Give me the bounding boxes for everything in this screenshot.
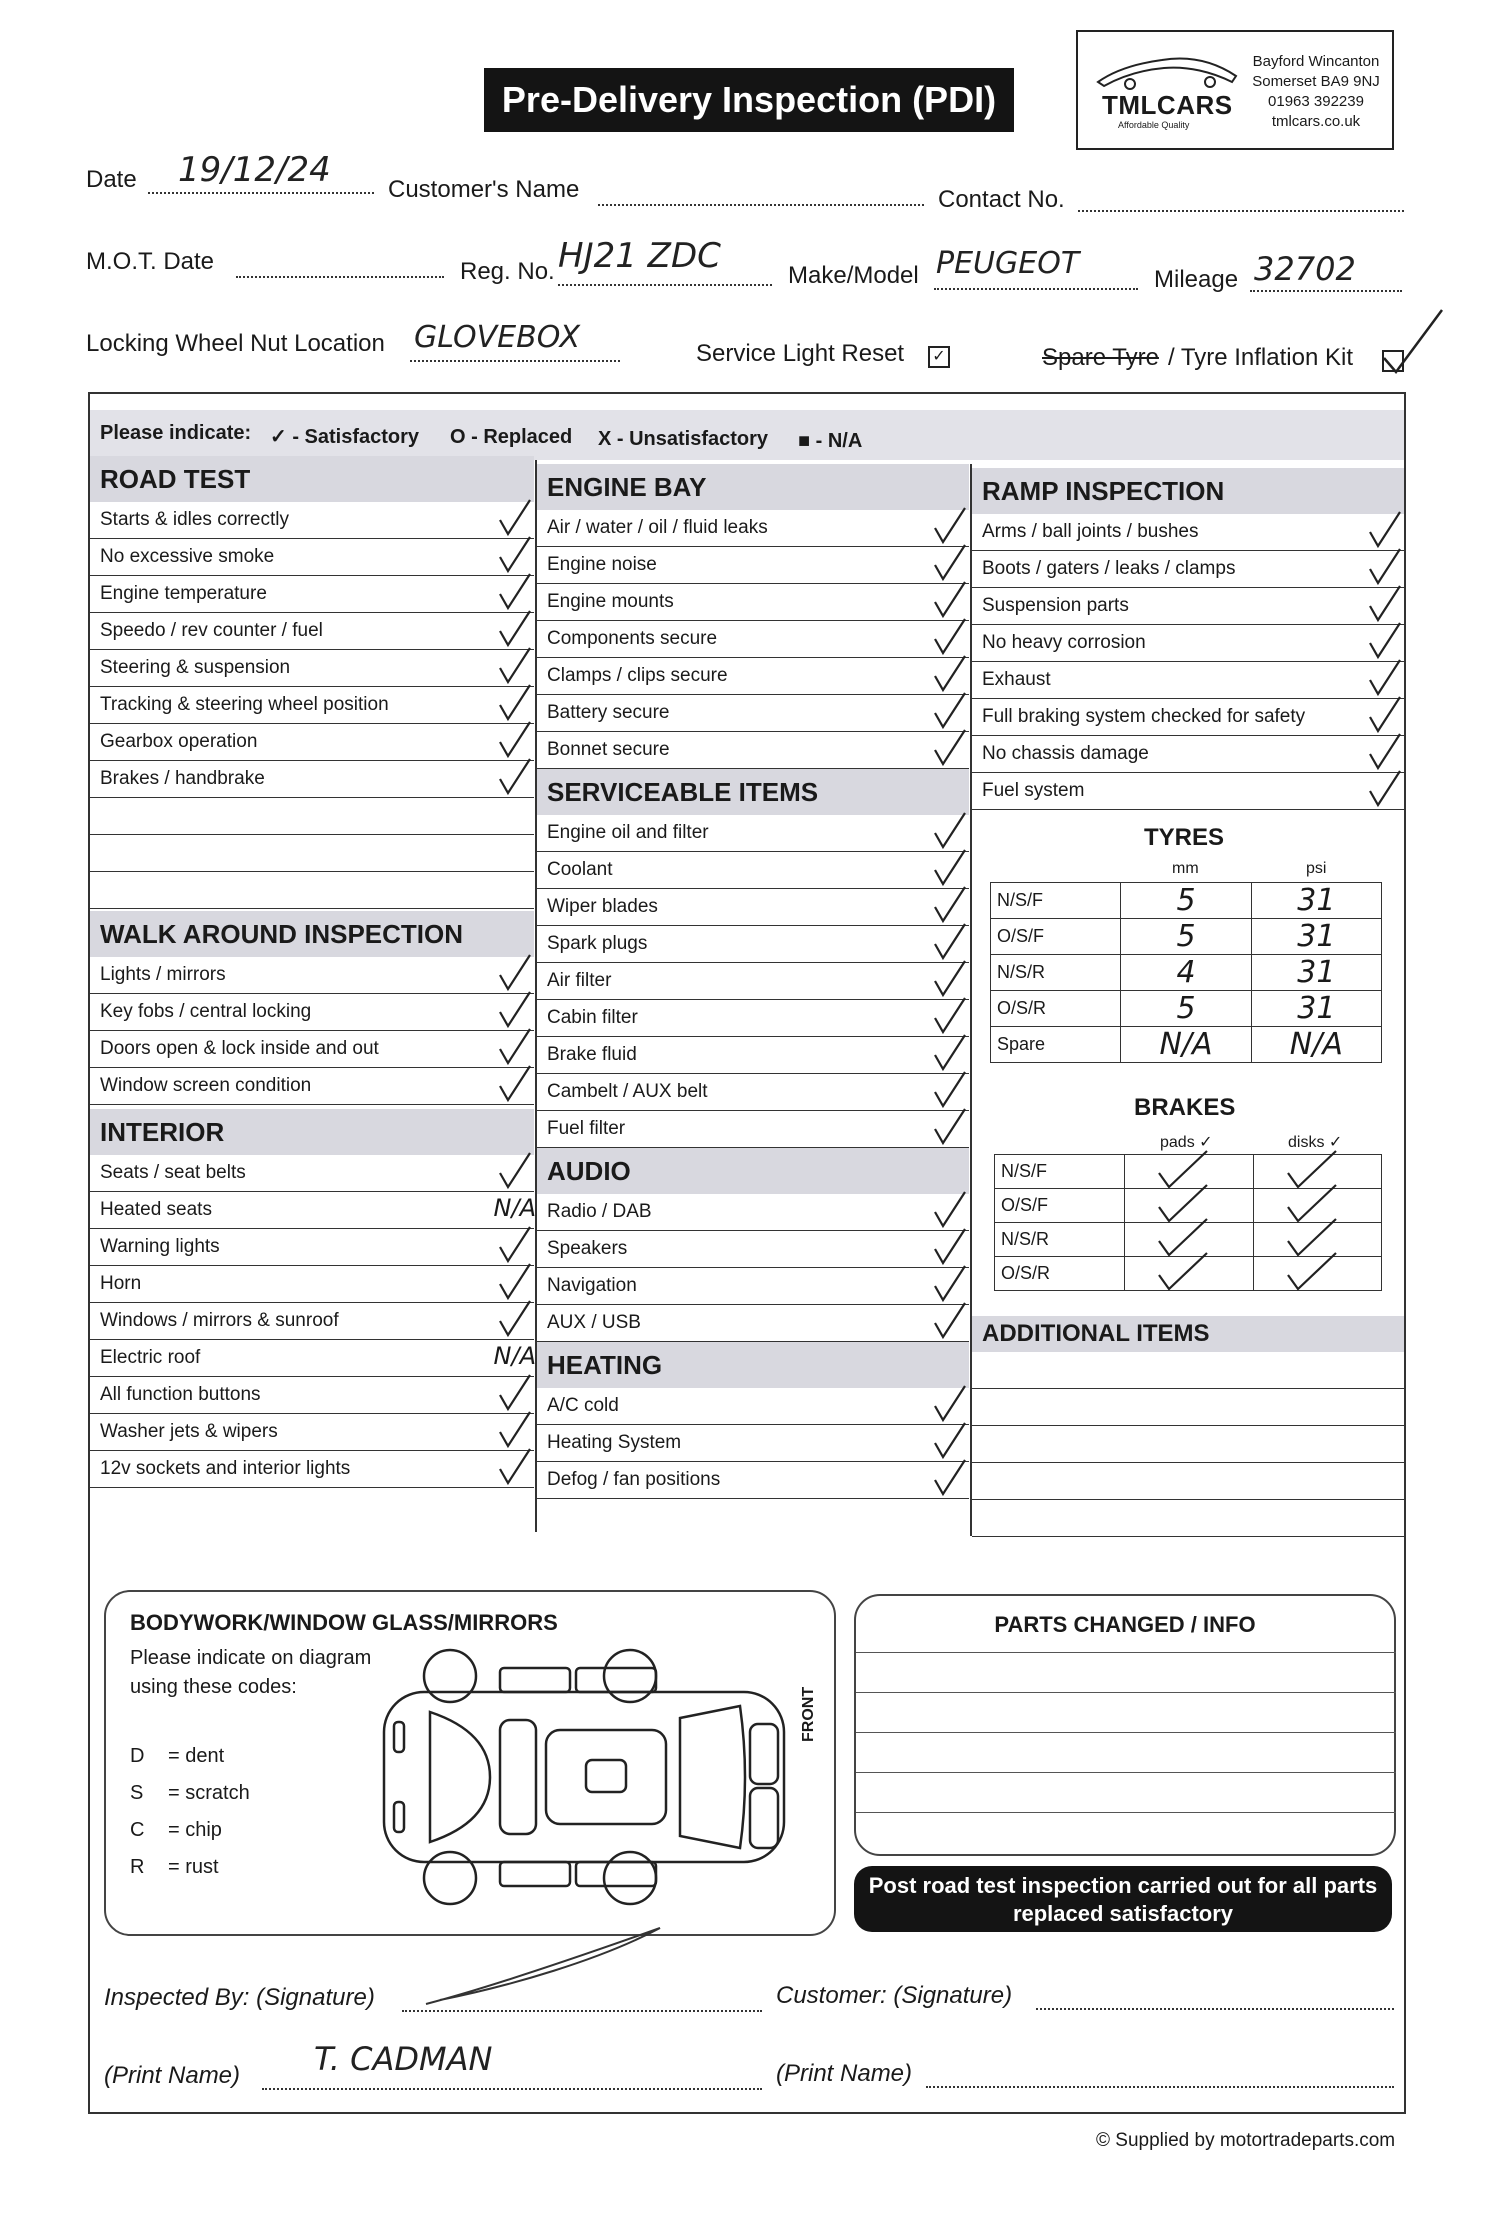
checklist-row[interactable] — [90, 1340, 534, 1377]
checklist-row[interactable] — [537, 1231, 969, 1268]
bodywork-title: BODYWORK/WINDOW GLASS/MIRRORS — [130, 1610, 558, 1635]
checklist-label: Arms / ball joints / bushes — [982, 521, 1199, 542]
checklist-label: No chassis damage — [982, 743, 1149, 764]
tyres-psi-header: psi — [1306, 860, 1327, 877]
checklist-label: Engine oil and filter — [547, 822, 709, 843]
brake-pads-check[interactable] — [1125, 1257, 1254, 1291]
checklist-label: Full braking system checked for safety — [982, 706, 1306, 727]
check-mark-icon — [931, 848, 967, 888]
checklist-label: Key fobs / central locking — [100, 1001, 312, 1022]
checklist-row[interactable] — [90, 613, 534, 650]
audio-header: AUDIO — [537, 1148, 969, 1194]
code-item: D = dent — [130, 1745, 225, 1767]
check-mark-icon — [1366, 547, 1402, 587]
checklist-label: Wiper blades — [547, 896, 658, 917]
check-mark-icon — [931, 728, 967, 768]
checklist-label: Exhaust — [982, 669, 1051, 690]
parts-title: PARTS CHANGED / INFO — [994, 1612, 1256, 1637]
brakes-title: BRAKES — [1134, 1094, 1236, 1121]
checklist-row[interactable] — [972, 662, 1404, 699]
checklist-label: Navigation — [547, 1275, 637, 1296]
tyre-depth[interactable]: N/A — [1121, 1027, 1251, 1063]
checklist-row[interactable] — [90, 502, 534, 539]
dealer-tagline: Affordable Quality — [1118, 120, 1190, 130]
bodywork-panel — [104, 1590, 836, 1936]
dealer-logo — [1076, 30, 1394, 150]
code-list — [130, 1738, 250, 1886]
customer-signature-label: Customer: (Signature) — [776, 1982, 1013, 2009]
checklist-label: Heating System — [547, 1432, 682, 1453]
ramp-list — [972, 514, 1404, 810]
check-mark-icon — [496, 1027, 532, 1067]
checklist-row[interactable] — [90, 761, 534, 798]
serviceable-header: SERVICEABLE ITEMS — [537, 769, 969, 815]
check-mark-icon — [931, 885, 967, 925]
check-mark-icon — [931, 506, 967, 546]
brake-position: N/S/F — [995, 1155, 1125, 1189]
service-light-label: Service Light Reset — [696, 340, 905, 367]
check-mark-icon — [931, 959, 967, 999]
na-mark: N/A — [493, 1194, 536, 1222]
tyre-row — [991, 919, 1382, 955]
date-label: Date — [86, 166, 137, 193]
check-mark-icon — [931, 1458, 967, 1498]
walk-around-list — [90, 957, 534, 1105]
checklist-label: No heavy corrosion — [982, 632, 1146, 653]
checklist-label: Fuel system — [982, 780, 1085, 801]
tyre-pressure[interactable]: 31 — [1251, 919, 1381, 955]
address-line: tmlcars.co.uk — [1271, 113, 1361, 130]
checklist-row[interactable] — [972, 514, 1404, 551]
parts-line[interactable] — [856, 1652, 1396, 1653]
check-mark-icon — [931, 996, 967, 1036]
mileage-line — [1250, 290, 1402, 292]
checklist-label: Suspension parts — [982, 595, 1129, 616]
checklist-row[interactable] — [90, 687, 534, 724]
footer-credit: © Supplied by motortradeparts.com — [1096, 2130, 1396, 2151]
checklist-label: Components secure — [547, 628, 718, 649]
check-mark-icon — [1380, 306, 1450, 376]
tyres-mm-header: mm — [1172, 860, 1199, 877]
checklist-row[interactable] — [537, 510, 969, 547]
legend-bar — [90, 410, 1404, 460]
checklist-label: Boots / gaters / leaks / clamps — [982, 558, 1236, 579]
checklist-row[interactable] — [90, 539, 534, 576]
check-mark-icon — [496, 757, 532, 797]
brakes-table — [994, 1154, 1382, 1291]
wheel-nut-label: Locking Wheel Nut Location — [86, 330, 385, 357]
checklist-row[interactable] — [90, 994, 534, 1031]
check-mark-icon — [1155, 1251, 1215, 1291]
checklist-label: Steering & suspension — [100, 657, 291, 678]
checklist-label: Washer jets & wipers — [100, 1421, 278, 1442]
checklist-label: Coolant — [547, 859, 613, 880]
checklist-label: Horn — [100, 1273, 142, 1294]
checklist-row[interactable] — [90, 724, 534, 761]
checklist-row[interactable] — [972, 773, 1404, 810]
checklist-label: Spark plugs — [547, 933, 648, 954]
code-item: S = scratch — [130, 1782, 250, 1804]
audio-list — [537, 1194, 969, 1342]
checklist-row[interactable] — [537, 658, 969, 695]
wheel-nut-value[interactable]: GLOVEBOX — [414, 320, 581, 355]
checklist-label: Heated seats — [100, 1199, 212, 1220]
checklist-row[interactable] — [90, 1377, 534, 1414]
checklist-row[interactable] — [537, 1000, 969, 1037]
legend-unsatisfactory: X - Unsatisfactory — [598, 428, 769, 450]
checklist-label: Air filter — [547, 970, 612, 991]
blank-row[interactable] — [90, 835, 534, 872]
tyre-pressure[interactable]: 31 — [1251, 955, 1381, 991]
customer-name-label: Customer's Name — [388, 176, 580, 203]
tyre-position: Spare — [991, 1027, 1121, 1063]
parts-line[interactable] — [856, 1732, 1396, 1733]
address-line: Somerset BA9 9NJ — [1252, 73, 1380, 90]
check-mark-icon — [496, 498, 532, 538]
middle-column — [537, 464, 969, 1499]
mileage-label: Mileage — [1154, 266, 1239, 293]
ramp-header: RAMP INSPECTION — [972, 468, 1404, 514]
checklist-row[interactable] — [537, 1388, 969, 1425]
tyres-title: TYRES — [1144, 824, 1225, 851]
checklist-label: Engine mounts — [547, 591, 674, 612]
parts-changed-panel — [854, 1594, 1396, 1856]
checklist-row[interactable] — [90, 1229, 534, 1266]
bodywork-instruction: Please indicate on diagram using these codes: — [130, 1647, 372, 1698]
car-logo-icon — [1092, 46, 1242, 90]
check-mark-icon — [931, 654, 967, 694]
checklist-label: Brakes / handbrake — [100, 768, 265, 789]
checklist-row[interactable] — [537, 1462, 969, 1499]
mot-date-label: M.O.T. Date — [86, 248, 215, 275]
brake-disks-check[interactable] — [1253, 1257, 1382, 1291]
checklist-label: Cambelt / AUX belt — [547, 1081, 708, 1102]
checklist-row[interactable] — [537, 815, 969, 852]
legend-na: ■ - N/A — [798, 430, 863, 452]
additional-row[interactable] — [972, 1426, 1404, 1463]
signature-scribble — [420, 1920, 670, 2010]
checklist-row[interactable] — [537, 926, 969, 963]
checklist-row[interactable] — [90, 576, 534, 613]
tyre-row — [991, 1027, 1382, 1063]
checklist-label: Battery secure — [547, 702, 670, 723]
checklist-label: 12v sockets and interior lights — [100, 1458, 351, 1479]
checklist-label: Windows / mirrors & sunroof — [100, 1310, 339, 1331]
checklist-row[interactable] — [537, 1268, 969, 1305]
checklist-row[interactable] — [972, 625, 1404, 662]
form-title: Pre-Delivery Inspection (PDI) — [484, 68, 1014, 132]
check-mark-icon — [496, 683, 532, 723]
legend-replaced: O - Replaced — [450, 426, 573, 448]
check-mark-icon — [496, 1064, 532, 1104]
checklist-row[interactable] — [90, 1414, 534, 1451]
inspector-signature-line[interactable] — [402, 2010, 762, 2012]
checklist-label: Fuel filter — [547, 1118, 626, 1139]
code-item: C = chip — [130, 1819, 222, 1841]
check-mark-icon — [496, 572, 532, 612]
blank-row[interactable] — [90, 872, 534, 909]
checklist-row[interactable] — [90, 1303, 534, 1340]
checklist-label: Lights / mirrors — [100, 964, 226, 985]
check-mark-icon — [1284, 1251, 1344, 1291]
blank-row[interactable] — [90, 798, 534, 835]
check-mark-icon — [496, 720, 532, 760]
serviceable-list — [537, 815, 969, 1148]
inflation-kit-label: / Tyre Inflation Kit — [1168, 344, 1353, 371]
check-mark-icon — [496, 1410, 532, 1450]
check-mark-icon — [1366, 732, 1402, 772]
legend-satisfactory: ✓ - Satisfactory — [270, 426, 420, 448]
inspector-print-line — [262, 2088, 762, 2090]
address-line: Bayford Wincanton — [1252, 53, 1380, 70]
check-mark-icon — [1366, 658, 1402, 698]
service-light-checkbox[interactable]: ✓ — [928, 346, 950, 368]
walk-around-header: WALK AROUND INSPECTION — [90, 911, 534, 957]
check-mark-icon — [496, 1447, 532, 1487]
right-column — [972, 468, 1404, 810]
check-mark-icon — [931, 580, 967, 620]
checklist-row[interactable] — [90, 1155, 534, 1192]
additional-row[interactable] — [972, 1389, 1404, 1426]
check-mark-icon — [1366, 769, 1402, 809]
tyre-pressure[interactable]: 31 — [1251, 991, 1381, 1027]
checklist-row[interactable] — [537, 1037, 969, 1074]
make-model-label: Make/Model — [788, 262, 919, 289]
checklist-row[interactable] — [90, 650, 534, 687]
contact-line[interactable] — [1078, 210, 1404, 212]
additional-row[interactable] — [972, 1352, 1404, 1389]
check-mark-icon — [931, 1384, 967, 1424]
checklist-row[interactable] — [537, 621, 969, 658]
check-mark-icon — [496, 953, 532, 993]
tyre-row — [991, 991, 1382, 1027]
check-mark-icon — [931, 1421, 967, 1461]
check-mark-icon — [931, 811, 967, 851]
checklist-row[interactable] — [537, 1074, 969, 1111]
check-mark-icon — [496, 1373, 532, 1413]
checklist-row[interactable] — [90, 957, 534, 994]
check-mark-icon — [931, 1190, 967, 1230]
brakes-pads-header: pads ✓ — [1160, 1134, 1213, 1151]
checklist-label: Speedo / rev counter / fuel — [100, 620, 323, 641]
inspected-by-label: Inspected By: (Signature) — [104, 1984, 375, 2011]
left-column — [90, 456, 534, 1488]
checklist-label: A/C cold — [547, 1395, 619, 1416]
tyre-position: N/S/R — [991, 955, 1121, 991]
check-mark-icon — [496, 646, 532, 686]
additional-row[interactable] — [972, 1463, 1404, 1500]
date-line — [148, 192, 374, 194]
brake-position: O/S/F — [995, 1189, 1125, 1223]
check-mark-icon — [496, 990, 532, 1030]
check-mark-icon — [496, 535, 532, 575]
additional-header: ADDITIONAL ITEMS — [972, 1316, 1404, 1352]
check-mark-icon — [931, 543, 967, 583]
brake-position: O/S/R — [995, 1257, 1125, 1291]
interior-list — [90, 1155, 534, 1488]
customer-signature-line[interactable] — [1036, 2008, 1394, 2010]
check-mark-icon — [931, 1070, 967, 1110]
reg-line — [558, 284, 772, 286]
checklist-row[interactable] — [537, 732, 969, 769]
checklist-row[interactable] — [90, 1451, 534, 1488]
front-label: FRONT — [800, 1686, 817, 1742]
additional-row[interactable] — [972, 1500, 1404, 1537]
checklist-row[interactable] — [90, 1068, 534, 1105]
reg-value[interactable]: HJ21 ZDC — [558, 236, 721, 276]
checklist-row[interactable] — [972, 551, 1404, 588]
customer-name-line[interactable] — [598, 204, 924, 206]
checklist-label: Defog / fan positions — [547, 1469, 721, 1490]
checklist-label: Window screen condition — [100, 1075, 312, 1096]
brakes-disks-header: disks ✓ — [1288, 1134, 1343, 1151]
checklist-row[interactable] — [972, 588, 1404, 625]
tyre-position: N/S/F — [991, 883, 1121, 919]
checklist-label: Electric roof — [100, 1347, 201, 1368]
check-mark-icon — [931, 1301, 967, 1341]
heating-list — [537, 1388, 969, 1499]
checklist-row[interactable] — [537, 1194, 969, 1231]
check-mark-icon — [931, 617, 967, 657]
checklist-row[interactable] — [537, 695, 969, 732]
road-test-list — [90, 502, 534, 798]
post-road-banner: Post road test inspection carried out for all parts replaced satisfactory — [854, 1866, 1392, 1932]
tyre-position: O/S/F — [991, 919, 1121, 955]
customer-print-line[interactable] — [926, 2086, 1394, 2088]
tyre-pressure[interactable]: 31 — [1251, 883, 1381, 919]
check-mark-icon — [496, 1151, 532, 1191]
check-mark-icon — [931, 1264, 967, 1304]
additional-items — [972, 1316, 1404, 1537]
checklist-row[interactable] — [537, 1425, 969, 1462]
date-value[interactable]: 19/12/24 — [178, 150, 331, 190]
na-mark: N/A — [493, 1342, 536, 1370]
checklist-label: No excessive smoke — [100, 546, 275, 567]
checklist-label: AUX / USB — [547, 1312, 641, 1333]
check-mark-icon — [1366, 510, 1402, 550]
checklist-label: Air / water / oil / fluid leaks — [547, 517, 768, 538]
checklist-label: Cabin filter — [547, 1007, 638, 1028]
checklist-row[interactable] — [90, 1192, 534, 1229]
parts-line[interactable] — [856, 1772, 1396, 1773]
checklist-label: Warning lights — [100, 1236, 220, 1257]
interior-header: INTERIOR — [90, 1109, 534, 1155]
checklist-label: Clamps / clips secure — [547, 665, 728, 686]
check-mark-icon — [496, 1299, 532, 1339]
checklist-label: Engine noise — [547, 554, 657, 575]
checklist-row[interactable] — [537, 889, 969, 926]
contact-label: Contact No. — [938, 186, 1065, 213]
checklist-row[interactable] — [537, 1305, 969, 1342]
checklist-label: Tracking & steering wheel position — [100, 694, 389, 715]
car-diagram-icon[interactable] — [370, 1642, 810, 1912]
spare-tyre-label: Spare Tyre — [1042, 344, 1159, 371]
engine-bay-header: ENGINE BAY — [537, 464, 969, 510]
inspector-print-value[interactable]: T. CADMAN — [314, 2040, 493, 2078]
checklist-row[interactable] — [972, 736, 1404, 773]
tyre-row — [991, 883, 1382, 919]
make-model-line — [934, 288, 1138, 290]
check-mark-icon — [1366, 621, 1402, 661]
tyre-depth[interactable]: 5 — [1121, 883, 1251, 919]
checklist-row[interactable] — [90, 1031, 534, 1068]
checklist-row[interactable] — [90, 1266, 534, 1303]
tyre-position: O/S/R — [991, 991, 1121, 1027]
checklist-label: Bonnet secure — [547, 739, 670, 760]
checklist-label: Engine temperature — [100, 583, 267, 604]
check-mark-icon — [931, 691, 967, 731]
checklist-label: Seats / seat belts — [100, 1162, 246, 1183]
checklist-row[interactable] — [537, 1111, 969, 1148]
tyres-table — [990, 882, 1382, 1063]
check-mark-icon — [931, 1227, 967, 1267]
legend-prefix: Please indicate: — [100, 422, 252, 444]
inspector-print-label: (Print Name) — [104, 2062, 241, 2089]
check-mark-icon — [931, 1107, 967, 1147]
check-mark-icon — [496, 1225, 532, 1265]
tyre-depth[interactable]: 4 — [1121, 955, 1251, 991]
checklist-label: Radio / DAB — [547, 1201, 652, 1222]
tyre-pressure[interactable]: N/A — [1251, 1027, 1381, 1063]
checklist-label: Doors open & lock inside and out — [100, 1038, 379, 1059]
tyre-depth[interactable]: 5 — [1121, 919, 1251, 955]
reg-label: Reg. No. — [460, 258, 555, 285]
dealer-brand: TMLCARS — [1102, 90, 1233, 120]
dealer-address — [1246, 52, 1386, 132]
mot-date-line[interactable] — [236, 276, 444, 278]
code-item: R = rust — [130, 1856, 219, 1878]
checklist-label: All function buttons — [100, 1384, 261, 1405]
checklist-row[interactable] — [537, 852, 969, 889]
road-test-header: ROAD TEST — [90, 456, 534, 502]
address-line: 01963 392239 — [1268, 93, 1364, 110]
checklist-row[interactable] — [972, 699, 1404, 736]
check-mark-icon — [1366, 584, 1402, 624]
checklist-label: Gearbox operation — [100, 731, 258, 752]
check-mark-icon — [931, 1033, 967, 1073]
make-model-value[interactable]: PEUGEOT — [936, 246, 1080, 281]
checklist-label: Brake fluid — [547, 1044, 637, 1065]
tyre-depth[interactable]: 5 — [1121, 991, 1251, 1027]
check-mark-icon — [1366, 695, 1402, 735]
tyre-row — [991, 955, 1382, 991]
checklist-row[interactable] — [537, 963, 969, 1000]
checklist-label: Speakers — [547, 1238, 628, 1259]
customer-print-label: (Print Name) — [776, 2060, 913, 2087]
check-mark-icon — [931, 922, 967, 962]
checklist-label: Starts & idles correctly — [100, 509, 289, 530]
heating-header: HEATING — [537, 1342, 969, 1388]
brake-row — [995, 1257, 1382, 1291]
checklist-row[interactable] — [537, 547, 969, 584]
brake-position: N/S/R — [995, 1223, 1125, 1257]
wheel-nut-line — [410, 360, 620, 362]
parts-line[interactable] — [856, 1692, 1396, 1693]
engine-bay-list — [537, 510, 969, 769]
check-mark-icon — [496, 609, 532, 649]
check-mark-icon — [496, 1262, 532, 1302]
mileage-value[interactable]: 32702 — [1254, 250, 1356, 288]
parts-line[interactable] — [856, 1812, 1396, 1813]
checklist-row[interactable] — [537, 584, 969, 621]
